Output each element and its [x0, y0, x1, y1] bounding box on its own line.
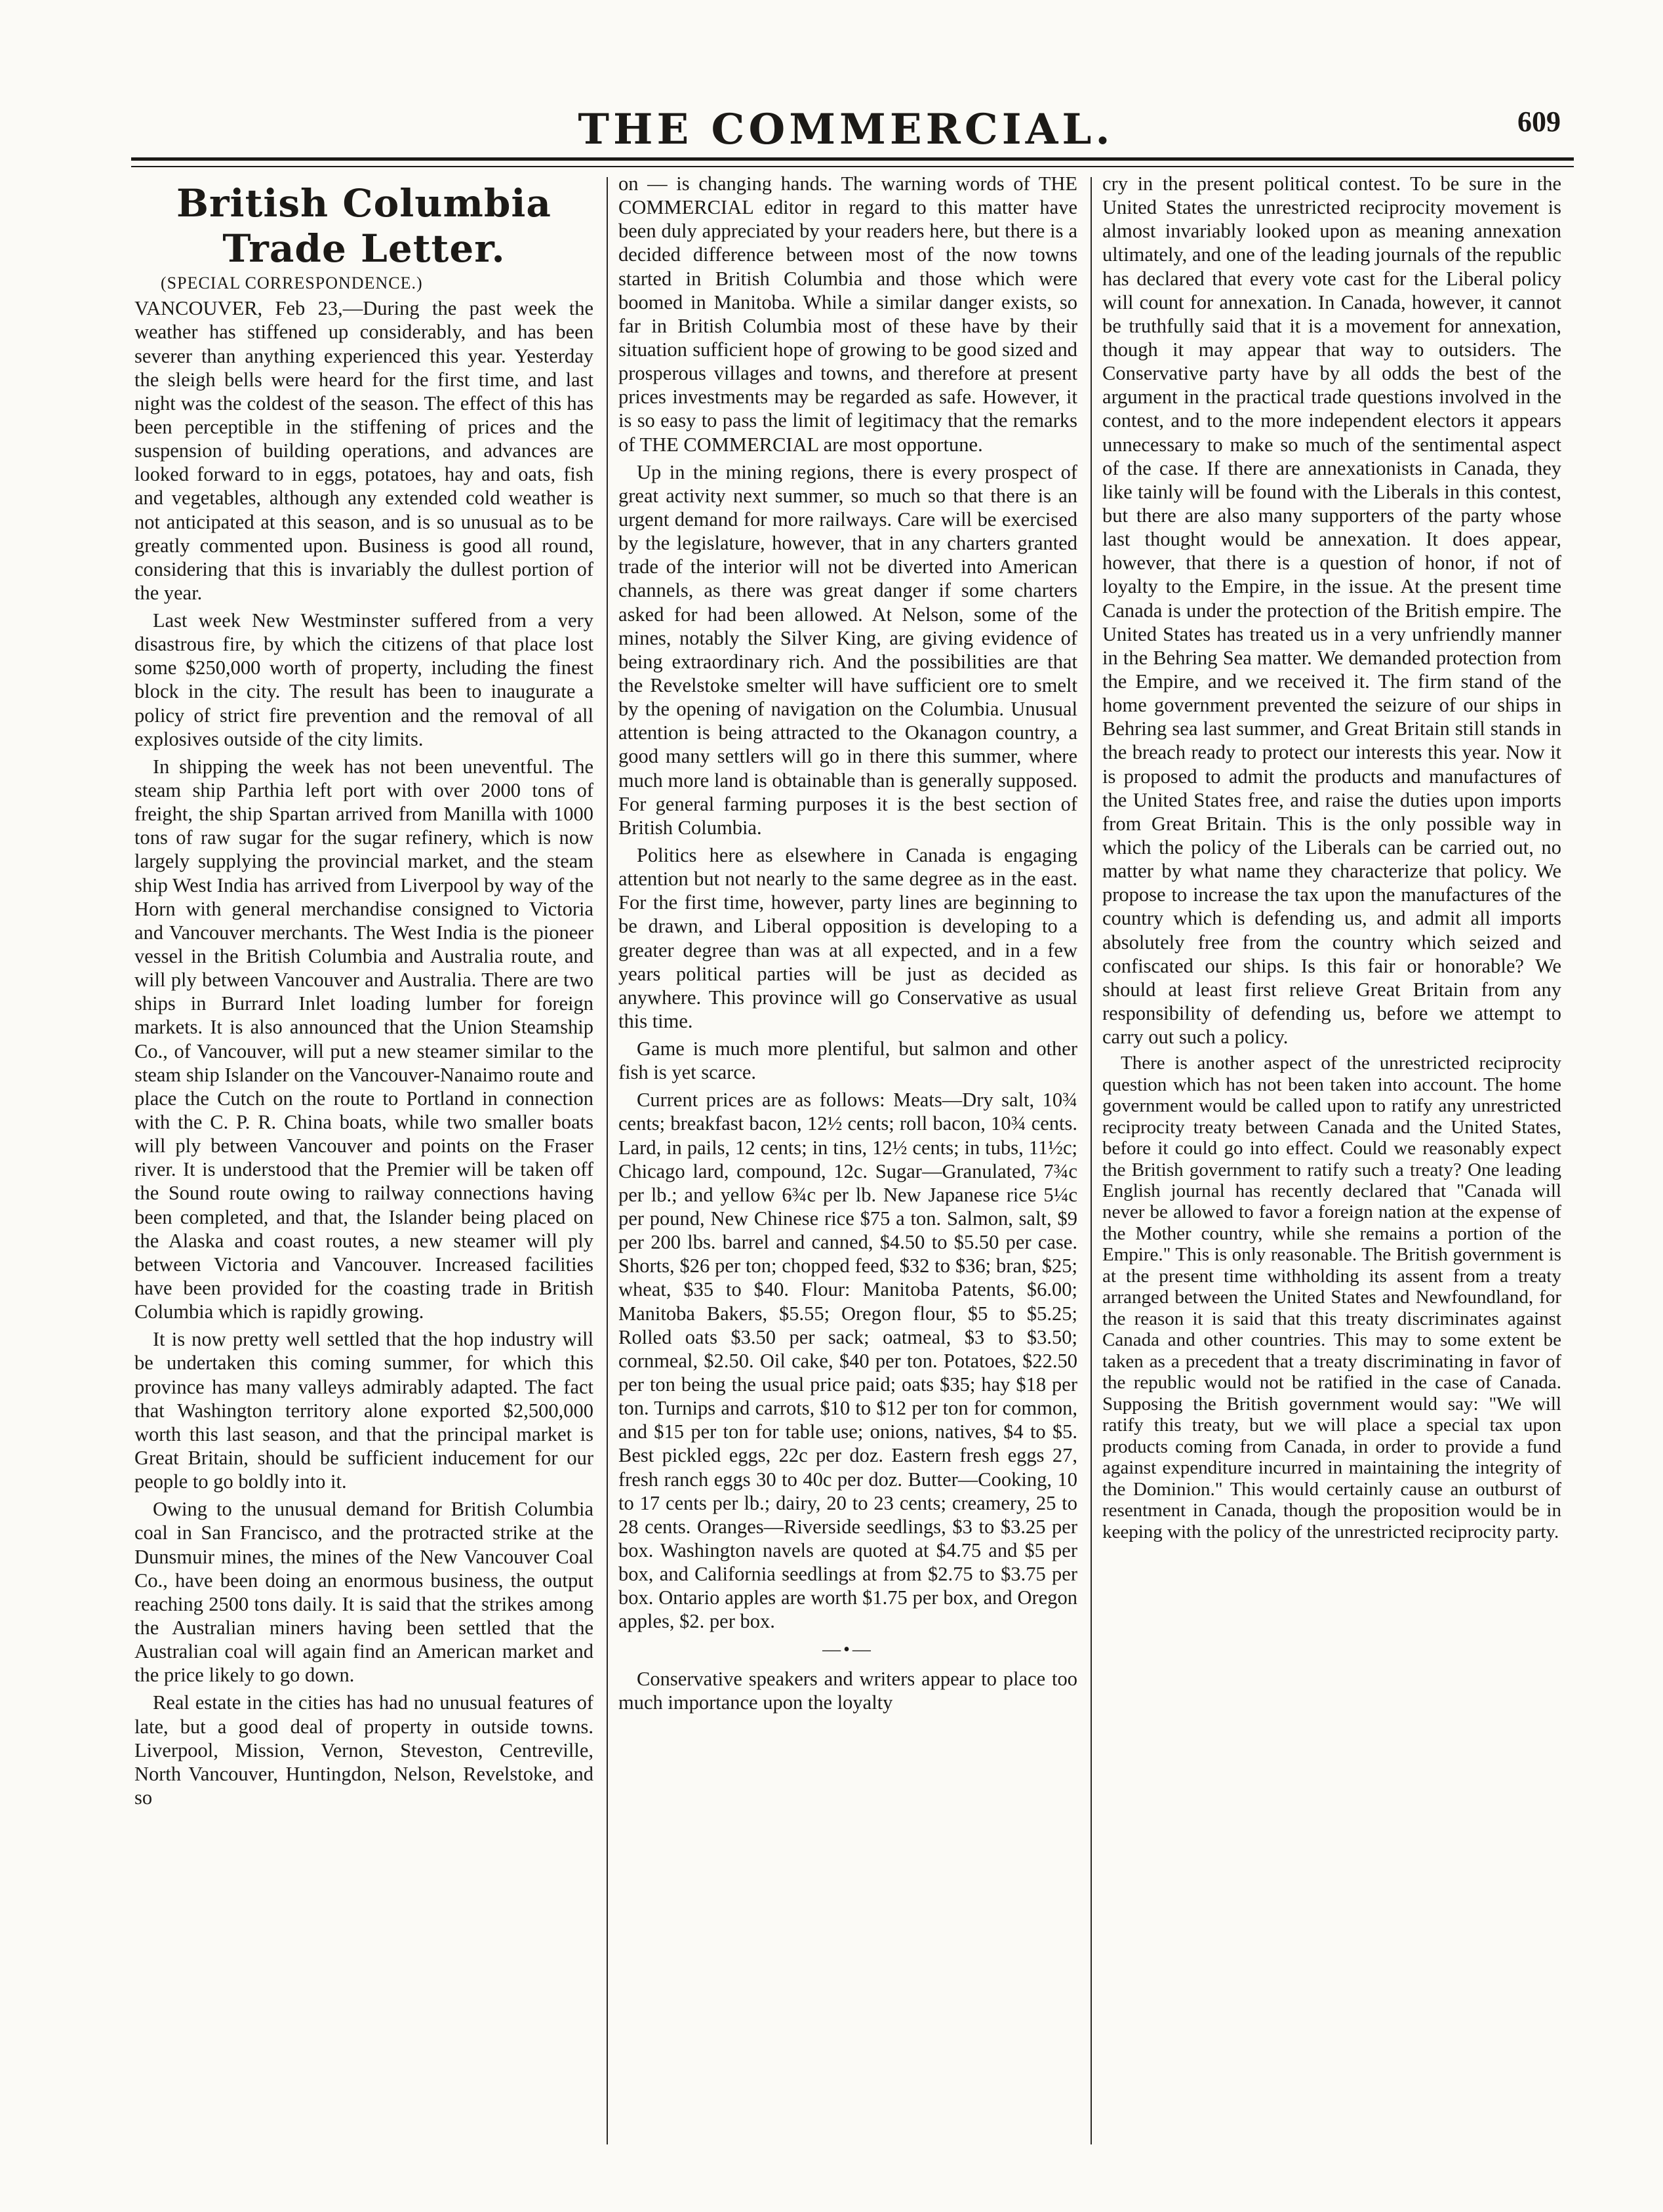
paragraph: Real estate in the cities has had no unusual features of late, but a good deal of property in outside towns. Liverpool, Mission, Vernon, Steveston, Centreville, North Vancouver, Huntingdon, Nelson, Revelstoke, and so	[134, 1691, 593, 1809]
paragraph: It is now pretty well settled that the hop industry will be undertaken this coming summer, for which this province has many valleys admirably adapted. The fact that Washington territory alone exported $2,500,000 worth this last season, and that the principal market is Great Britain, should be sufficient inducement for our people to go boldly into it.	[134, 1328, 593, 1493]
article-columns	[134, 172, 1577, 2152]
section-ornament: —•—	[822, 1639, 873, 1660]
page-number: 609	[1517, 106, 1561, 138]
column-divider	[1091, 177, 1092, 2144]
paragraph: Up in the mining regions, there is every prospect of great activity next summer, so much so that there is an urgent demand for more railways. Care will be exercised by the legislature, however, that in any charters granted trade of the interior will not be diverted into American channels, as there was great danger if some charters asked for had been allowed. At Nelson, some of the mines, notably the Silver King, are giving evidence of being extraordinary rich. And the possibilities are that the Revelstoke smelter will have sufficient ore to smelt by the opening of navigation on the Columbia. Unusual attention is being attracted to the Okanagon country, a good many settlers will go in there this summer, where much more land is obtainable than is generally supposed. For general farming purposes it is the best section of British Columbia.	[618, 460, 1077, 839]
column-2	[618, 172, 1077, 2152]
paragraph: Game is much more plentiful, but salmon and other fish is yet scarce.	[618, 1037, 1077, 1084]
paragraph: Conservative speakers and writers appear to place too much importance upon the loyalty	[618, 1667, 1077, 1714]
column-3	[1102, 172, 1561, 2152]
paragraph: VANCOUVER, Feb 23,—During the past week the weather has stiffened up considerably, and has been severer than anything experienced this year. Yesterday the sleigh bells were heard for the first time, and last night was the coldest of the season. The effect of this has been perceptible in the stiffening of prices and the suspension of building operations, and advances are looked forward to in eggs, potatoes, hay and oats, fish and vegetables, although any extended cold weather is not anticipated at this season, and is so unusual as to be greatly commented upon. Business is good all round, considering that this is invariably the dullest portion of the year.	[134, 297, 593, 604]
publication-title: THE COMMERCIAL.	[578, 105, 1114, 154]
paragraph: Owing to the unusual demand for British Columbia coal in San Francisco, and the protracted strike at the Dunsmuir mines, the mines of the New Vancouver Coal Co., have been doing an enormous business, the output reaching 2500 tons daily. It is said that the strikes among the Australian miners having been settled that the Australian coal will again find an American market and the price likely to go down.	[134, 1498, 593, 1687]
paragraph: cry in the present political contest. To be sure in the United States the unrestricted reciprocity movement is almost invariably looked upon as meaning annexation ultimately, and one of the leading journals of the republic has declared that every vote cast for the Liberal policy will count for annexation. In Canada, however, it cannot be truthfully said that it is a movement for annexation, though it may appear that way to outsiders. The Conservative party have by all odds the best of the argument in the practical trade questions involved in the contest, and to the more independent electors it appears unnecessary to make so much of the sentimental aspect of the case. If there are annexationists in Canada, they like tainly will be found with the Liberals in this contest, but there are also many supporters of the party whose last thought would be annexation. It does appear, however, that there is a question of honor, if not of loyalty to the Empire, in the issue. At the present time Canada is under the protection of the British empire. The United States has treated us in a very unfriendly manner in the Behring Sea matter. We demanded protection from the Empire, and we received it. The firm stand of the home government prevented the seizure of our ships in Behring sea last summer, and Great Britain still stands in the breach ready to protect our interests this year. Now it is proposed to admit the products and manufactures of the United States free, and raise the duties upon imports from Great Britain. This is the only possible way in which the policy of the Liberals can be carried out, no matter by what name they characterize that policy. We propose to increase the tax upon the manufactures of the country which is defending us, and admit all imports absolutely free from the country which seized and confiscated our ships. Is this fair or honorable? We should at least first relieve Great Britain from any responsibility of defending us, before we attempt to carry out such a policy.	[1102, 172, 1561, 1049]
paragraph: In shipping the week has not been uneventful. The steam ship Parthia left port with over 2000 tons of freight, the ship Spartan arrived from Manilla with 1000 tons of raw sugar for the sugar refinery, which is now largely supplying the provincial market, and the steam ship West India has arrived from Liverpool by way of the Horn with general merchandise consigned to Victoria and Vancouver merchants. The West India is the pioneer vessel in the British Columbia and Australia route, and will ply between Vancouver and Australia. There are two ships in Burrard Inlet loading lumber for foreign markets. It is also announced that the Union Steamship Co., of Vancouver, will put a new steamer similar to the steam ship Islander on the Vancouver-Nanaimo route and place the Cutch on the route to Portland in connection with the C. P. R. China boats, while two smaller boats will ply between Vancouver and points on the Fraser river. It is understood that the Premier will be taken off the Sound route owing to railway connections having been completed, and that, the Islander being placed on the Alaska and coast routes, a new steamer will ply between Victoria and Vancouver. Increased facilities have been provided for the coasting trade in British Columbia which is rapidly growing.	[134, 755, 593, 1323]
article-headline: British Columbia Trade Letter.	[176, 181, 552, 271]
paragraph: Last week New Westminster suffered from a very disastrous fire, by which the citizens of that place lost some $250,000 worth of property, including the finest block in the city. The result has been to inaugurate a policy of strict fire prevention and the removal of all explosives outside of the city limits.	[134, 609, 593, 750]
article-byline: (SPECIAL CORRESPONDENCE.)	[161, 273, 423, 293]
header-rule	[131, 157, 1574, 167]
paragraph: on — is changing hands. The warning words of THE COMMERCIAL editor in regard to this matter have been duly appreciated by your readers here, but there is a decided difference between most of the now towns started in British Columbia and those which were boomed in Manitoba. While a similar danger exists, so far in British Columbia most of these have by their situation sufficient hope of growing to be good sized and prosperous villages and towns, and therefore at present prices investments may be regarded as safe. However, it is so easy to pass the limit of legitimacy that the remarks of THE COMMERCIAL are most opportune.	[618, 172, 1077, 456]
paragraph: There is another aspect of the unrestricted reciprocity question which has not been taken into account. The home government would be called upon to ratify any unrestricted reciprocity treaty between Canada and the United States, before it could go into effect. Could we reasonably expect the British government to ratify such a treaty? One leading English journal has recently declared that "Canada will never be allowed to favor a foreign nation at the expense of the Mother country, while she remains a portion of the Empire." This is only reasonable. The British government is at the present time withholding its assent from a treaty arranged between the United States and Newfoundland, for the reason it is said that this treaty discriminates against Canada and other countries. This may to some extent be taken as a precedent that a treaty discriminating in favor of the republic would not be ratified in the case of Canada. Supposing the British government would say: "We will ratify this treaty, but we will place a special tax upon products coming from Canada, in order to provide a fund against expenditure incurred in maintaining the integrity of the Dominion." This would certainly cause an outburst of resentment in Canada, though the proposition would be in keeping with the policy of the unrestricted reciprocity party.	[1102, 1053, 1561, 1542]
column-1	[134, 172, 593, 2152]
column-divider	[607, 177, 608, 2144]
prices-paragraph: Current prices are as follows: Meats—Dry salt, 10¾ cents; breakfast bacon, 12½ cents; roll bacon, 10¾ cents. Lard, in pails, 12 cents; in tins, 12½ cents; in tubs, 11½c; Chicago lard, compound, 12c. Sugar—Granulated, 7¾c per lb.; and yellow 6¾c per lb. New Japanese rice 5¼c per pound, New Chinese rice $75 a ton. Salmon, salt, $9 per 200 lbs. barrel and canned, $4.50 to $5.50 per case. Shorts, $26 per ton; chopped feed, $32 to $36; bran, $25; wheat, $35 to $40. Flour: Manitoba Patents, $6.00; Manitoba Bakers, $5.55; Oregon flour, $5 to $5.25; Rolled oats $3.50 per sack; oatmeal, $3 to $3.50; cornmeal, $2.50. Oil cake, $40 per ton. Potatoes, $22.50 per ton being the usual price paid; oats $35; hay $18 per ton. Turnips and carrots, $10 to $12 per ton for common, and $15 per ton for table use; onions, natives, $4 to $5. Best pickled eggs, 22c per doz. Eastern fresh eggs 27, fresh ranch eggs 30 to 40c per doz. Butter—Cooking, 10 to 17 cents per lb.; dairy, 20 to 23 cents; creamery, 25 to 28 cents. Oranges—Riverside seedlings, $3 to $3.25 per box. Washington navels are quoted at $4.75 and $5 per box, and California seedlings at from $2.75 to $3.75 per box. Ontario apples are worth $1.75 per box, and Oregon apples, $2. per box.	[618, 1089, 1077, 1633]
paragraph: Politics here as elsewhere in Canada is engaging attention but not nearly to the same degree as in the east. For the first time, however, party lines are beginning to be drawn, and Liberal opposition is developing to a greater degree than was at all expected, and in a few years political parties will be just as decided as anywhere. This province will go Conservative as usual this time.	[618, 843, 1077, 1032]
